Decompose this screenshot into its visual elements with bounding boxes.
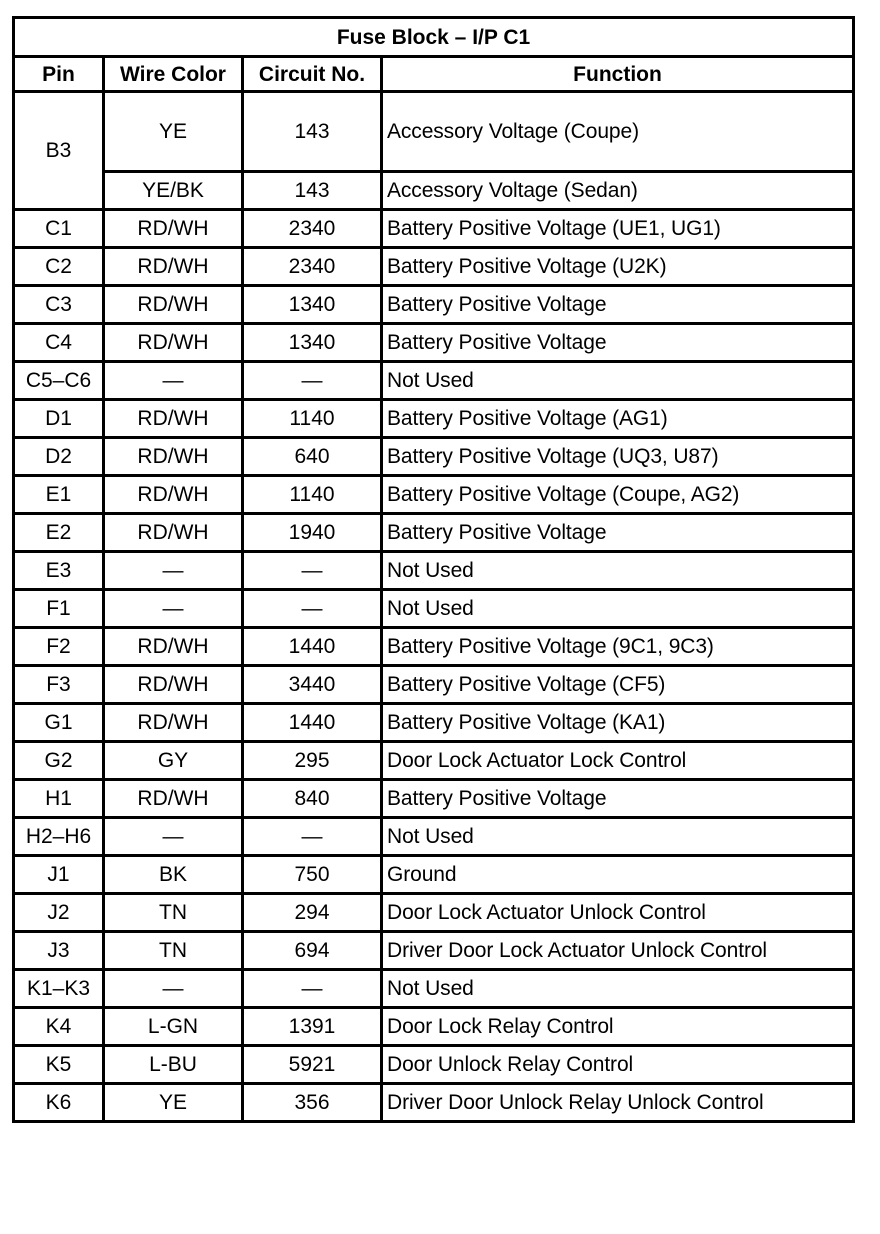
pin-cell: C1 (14, 210, 104, 248)
pin-cell: F3 (14, 666, 104, 704)
function-cell: Battery Positive Voltage (KA1) (382, 704, 854, 742)
circuit-cell: 1140 (243, 400, 382, 438)
wire-color-cell: RD/WH (104, 400, 243, 438)
wire-color-cell: RD/WH (104, 438, 243, 476)
wire-color-cell: RD/WH (104, 780, 243, 818)
table-row (14, 704, 854, 742)
header-pin: Pin (14, 57, 104, 92)
function-cell: Battery Positive Voltage (Coupe, AG2) (382, 476, 854, 514)
pin-cell: K6 (14, 1084, 104, 1122)
wire-color-cell: RD/WH (104, 628, 243, 666)
function-cell: Battery Positive Voltage (AG1) (382, 400, 854, 438)
circuit-cell: — (243, 818, 382, 856)
wire-color-cell: RD/WH (104, 248, 243, 286)
function-cell: Ground (382, 856, 854, 894)
function-cell: Door Unlock Relay Control (382, 1046, 854, 1084)
wire-color-cell: GY (104, 742, 243, 780)
table-row (14, 666, 854, 704)
circuit-cell: 294 (243, 894, 382, 932)
circuit-cell: 356 (243, 1084, 382, 1122)
pin-cell: K5 (14, 1046, 104, 1084)
function-cell: Not Used (382, 590, 854, 628)
table-row (14, 970, 854, 1008)
pin-cell: F1 (14, 590, 104, 628)
function-cell: Not Used (382, 818, 854, 856)
pin-cell: H1 (14, 780, 104, 818)
table-row (14, 210, 854, 248)
circuit-cell: 1140 (243, 476, 382, 514)
wire-color-cell: RD/WH (104, 666, 243, 704)
pin-cell: E1 (14, 476, 104, 514)
pin-cell: E2 (14, 514, 104, 552)
circuit-cell: 1440 (243, 628, 382, 666)
wire-color-cell: TN (104, 932, 243, 970)
function-cell: Driver Door Lock Actuator Unlock Control (382, 932, 854, 970)
pin-cell: E3 (14, 552, 104, 590)
table-row (14, 286, 854, 324)
table-row (14, 476, 854, 514)
function-cell: Battery Positive Voltage (382, 780, 854, 818)
fuse-block-table (12, 16, 855, 1123)
pin-cell: J3 (14, 932, 104, 970)
wire-color-cell: L-BU (104, 1046, 243, 1084)
table-row (14, 742, 854, 780)
circuit-cell: — (243, 362, 382, 400)
table-row (14, 780, 854, 818)
function-cell: Battery Positive Voltage (U2K) (382, 248, 854, 286)
wire-color-cell: — (104, 590, 243, 628)
function-cell: Not Used (382, 552, 854, 590)
circuit-cell: 295 (243, 742, 382, 780)
function-cell: Not Used (382, 970, 854, 1008)
wire-color-cell: RD/WH (104, 286, 243, 324)
table-row (14, 932, 854, 970)
table-row (14, 172, 854, 210)
pin-cell: F2 (14, 628, 104, 666)
pin-cell: D1 (14, 400, 104, 438)
pin-cell: C2 (14, 248, 104, 286)
circuit-cell: 694 (243, 932, 382, 970)
circuit-cell: 1391 (243, 1008, 382, 1046)
table-row (14, 400, 854, 438)
pin-cell: C4 (14, 324, 104, 362)
wire-color-cell: — (104, 818, 243, 856)
pin-cell: C3 (14, 286, 104, 324)
table-row (14, 552, 854, 590)
wire-color-cell: RD/WH (104, 476, 243, 514)
circuit-cell: — (243, 970, 382, 1008)
function-cell: Battery Positive Voltage (CF5) (382, 666, 854, 704)
circuit-cell: 3440 (243, 666, 382, 704)
function-cell: Accessory Voltage (Coupe) (382, 92, 854, 172)
pin-cell: B3 (14, 92, 104, 210)
header-row (14, 57, 854, 92)
circuit-cell: 2340 (243, 248, 382, 286)
circuit-cell: 750 (243, 856, 382, 894)
circuit-cell: 2340 (243, 210, 382, 248)
header-function: Function (382, 57, 854, 92)
table-row (14, 1084, 854, 1122)
circuit-cell: 1440 (243, 704, 382, 742)
circuit-cell: 143 (243, 92, 382, 172)
wire-color-cell: RD/WH (104, 514, 243, 552)
function-cell: Battery Positive Voltage (UQ3, U87) (382, 438, 854, 476)
table-row (14, 324, 854, 362)
function-cell: Battery Positive Voltage (382, 286, 854, 324)
table-row (14, 92, 854, 172)
table-row (14, 438, 854, 476)
header-wire-color: Wire Color (104, 57, 243, 92)
function-cell: Battery Positive Voltage (382, 514, 854, 552)
wire-color-cell: L-GN (104, 1008, 243, 1046)
circuit-cell: — (243, 590, 382, 628)
wire-color-cell: RD/WH (104, 210, 243, 248)
function-cell: Driver Door Unlock Relay Unlock Control (382, 1084, 854, 1122)
circuit-cell: 5921 (243, 1046, 382, 1084)
pin-cell: D2 (14, 438, 104, 476)
wire-color-cell: — (104, 970, 243, 1008)
function-cell: Door Lock Relay Control (382, 1008, 854, 1046)
header-circuit-no: Circuit No. (243, 57, 382, 92)
circuit-cell: 1340 (243, 324, 382, 362)
wire-color-cell: — (104, 362, 243, 400)
pin-cell: K1–K3 (14, 970, 104, 1008)
wire-color-cell: YE/BK (104, 172, 243, 210)
table-row (14, 818, 854, 856)
pin-cell: G1 (14, 704, 104, 742)
pin-cell: K4 (14, 1008, 104, 1046)
pin-cell: H2–H6 (14, 818, 104, 856)
function-cell: Accessory Voltage (Sedan) (382, 172, 854, 210)
table-title: Fuse Block – I/P C1 (14, 18, 854, 57)
title-row (14, 18, 854, 57)
function-cell: Battery Positive Voltage (UE1, UG1) (382, 210, 854, 248)
table-row (14, 628, 854, 666)
circuit-cell: 840 (243, 780, 382, 818)
wire-color-cell: YE (104, 92, 243, 172)
pin-cell: C5–C6 (14, 362, 104, 400)
circuit-cell: 640 (243, 438, 382, 476)
circuit-cell: 1940 (243, 514, 382, 552)
table-row (14, 856, 854, 894)
table-row (14, 248, 854, 286)
wire-color-cell: RD/WH (104, 704, 243, 742)
table-row (14, 514, 854, 552)
wire-color-cell: TN (104, 894, 243, 932)
wire-color-cell: RD/WH (104, 324, 243, 362)
pin-cell: G2 (14, 742, 104, 780)
pin-cell: J2 (14, 894, 104, 932)
function-cell: Not Used (382, 362, 854, 400)
table-row (14, 590, 854, 628)
function-cell: Door Lock Actuator Lock Control (382, 742, 854, 780)
table-row (14, 1046, 854, 1084)
circuit-cell: 1340 (243, 286, 382, 324)
function-cell: Battery Positive Voltage (9C1, 9C3) (382, 628, 854, 666)
table-row (14, 362, 854, 400)
function-cell: Door Lock Actuator Unlock Control (382, 894, 854, 932)
table-row (14, 1008, 854, 1046)
wire-color-cell: — (104, 552, 243, 590)
table-row (14, 894, 854, 932)
wire-color-cell: YE (104, 1084, 243, 1122)
function-cell: Battery Positive Voltage (382, 324, 854, 362)
wire-color-cell: BK (104, 856, 243, 894)
circuit-cell: — (243, 552, 382, 590)
circuit-cell: 143 (243, 172, 382, 210)
pin-cell: J1 (14, 856, 104, 894)
